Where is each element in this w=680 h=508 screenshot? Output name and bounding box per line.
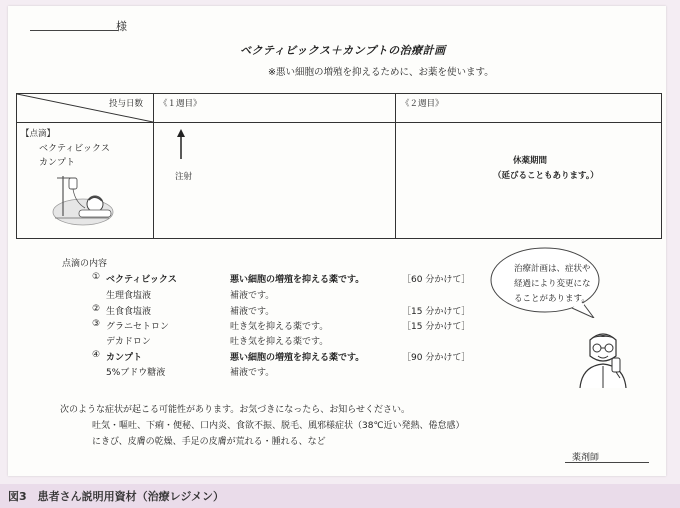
- row-description: 補液です。: [230, 368, 275, 378]
- row-drug-name: カンプト: [106, 353, 143, 363]
- dose-day-label: 投与日数: [109, 99, 144, 109]
- row-drug-name: グラニセトロン: [106, 322, 170, 332]
- row-number: ①: [92, 272, 101, 282]
- row-drug-name: 生食食塩液: [106, 307, 152, 317]
- pharmacist-label: 薬剤師: [572, 453, 600, 463]
- row-drug-name: デカドロン: [106, 337, 151, 347]
- patient-name-line: [30, 30, 118, 31]
- figure-caption-bar: [0, 484, 680, 508]
- row-duration: ［15 分かけて］: [402, 322, 471, 332]
- schedule-table: [16, 93, 662, 239]
- week1-label: 《１週目》: [159, 99, 202, 109]
- rest-period-note: （延びることもあります。）: [493, 171, 599, 181]
- row-number: ②: [92, 304, 101, 314]
- row-drug-name: 5%ブドウ糖液: [106, 368, 166, 378]
- page-subtitle: ※悪い細胞の増殖を抑えるために、お薬を使います。: [268, 67, 494, 78]
- row-number: ③: [92, 319, 101, 329]
- row-description: 吐き気を抑える薬です。: [230, 322, 329, 332]
- row-number: ④: [92, 350, 101, 360]
- row-description: 悪い細胞の増殖を抑える薬です。: [230, 275, 365, 285]
- drug-name-2: カンプト: [39, 158, 76, 168]
- week2-label: 《２週目》: [401, 99, 444, 109]
- row-description: 吐き気を抑える薬です。: [230, 337, 329, 347]
- pharmacist-illustration: [572, 326, 634, 388]
- row-duration: ［90 分かけて］: [402, 353, 471, 363]
- rest-period-title: 休薬期間: [513, 156, 548, 166]
- patient-honorific: 様: [116, 20, 127, 33]
- symptoms-line-1: 吐気・嘔吐、下痢・便秘、口内炎、食欲不振、脱毛、風邪様症状（38℃近い発熱、倦怠感）: [92, 421, 465, 431]
- drug-name-1: ベクティビックス: [39, 144, 110, 154]
- drip-label: 【点滴】: [21, 129, 56, 139]
- row-description: 補液です。: [230, 307, 275, 317]
- row-duration: ［15 分かけて］: [402, 307, 471, 317]
- symptoms-intro: 次のような症状が起こる可能性があります。お気づきになったら、お知らせください。: [60, 405, 411, 415]
- row-duration: ［60 分かけて］: [402, 275, 471, 285]
- figure-caption: 図3 患者さん説明用資材（治療レジメン）: [8, 490, 225, 503]
- symptoms-line-2: にきび、皮膚の乾燥、手足の皮膚が荒れる・腫れる、など: [92, 437, 326, 447]
- speech-bubble-text: 治療計画は、症状や経過により変更になることがあります。: [514, 264, 591, 304]
- injection-label: 注射: [175, 172, 193, 182]
- row-description: 悪い細胞の増殖を抑える薬です。: [230, 353, 365, 363]
- injection-arrow-icon: [175, 129, 187, 159]
- row-drug-name: 生理食塩液: [106, 291, 152, 301]
- iv-drip-illustration: [49, 172, 119, 228]
- page-title: ベクティビックス＋カンプトの治療計画: [240, 44, 446, 57]
- details-heading: 点滴の内容: [62, 259, 108, 269]
- pharmacist-sign-line: [565, 462, 649, 463]
- row-description: 補液です。: [230, 291, 275, 301]
- row-drug-name: ベクティビックス: [106, 275, 177, 285]
